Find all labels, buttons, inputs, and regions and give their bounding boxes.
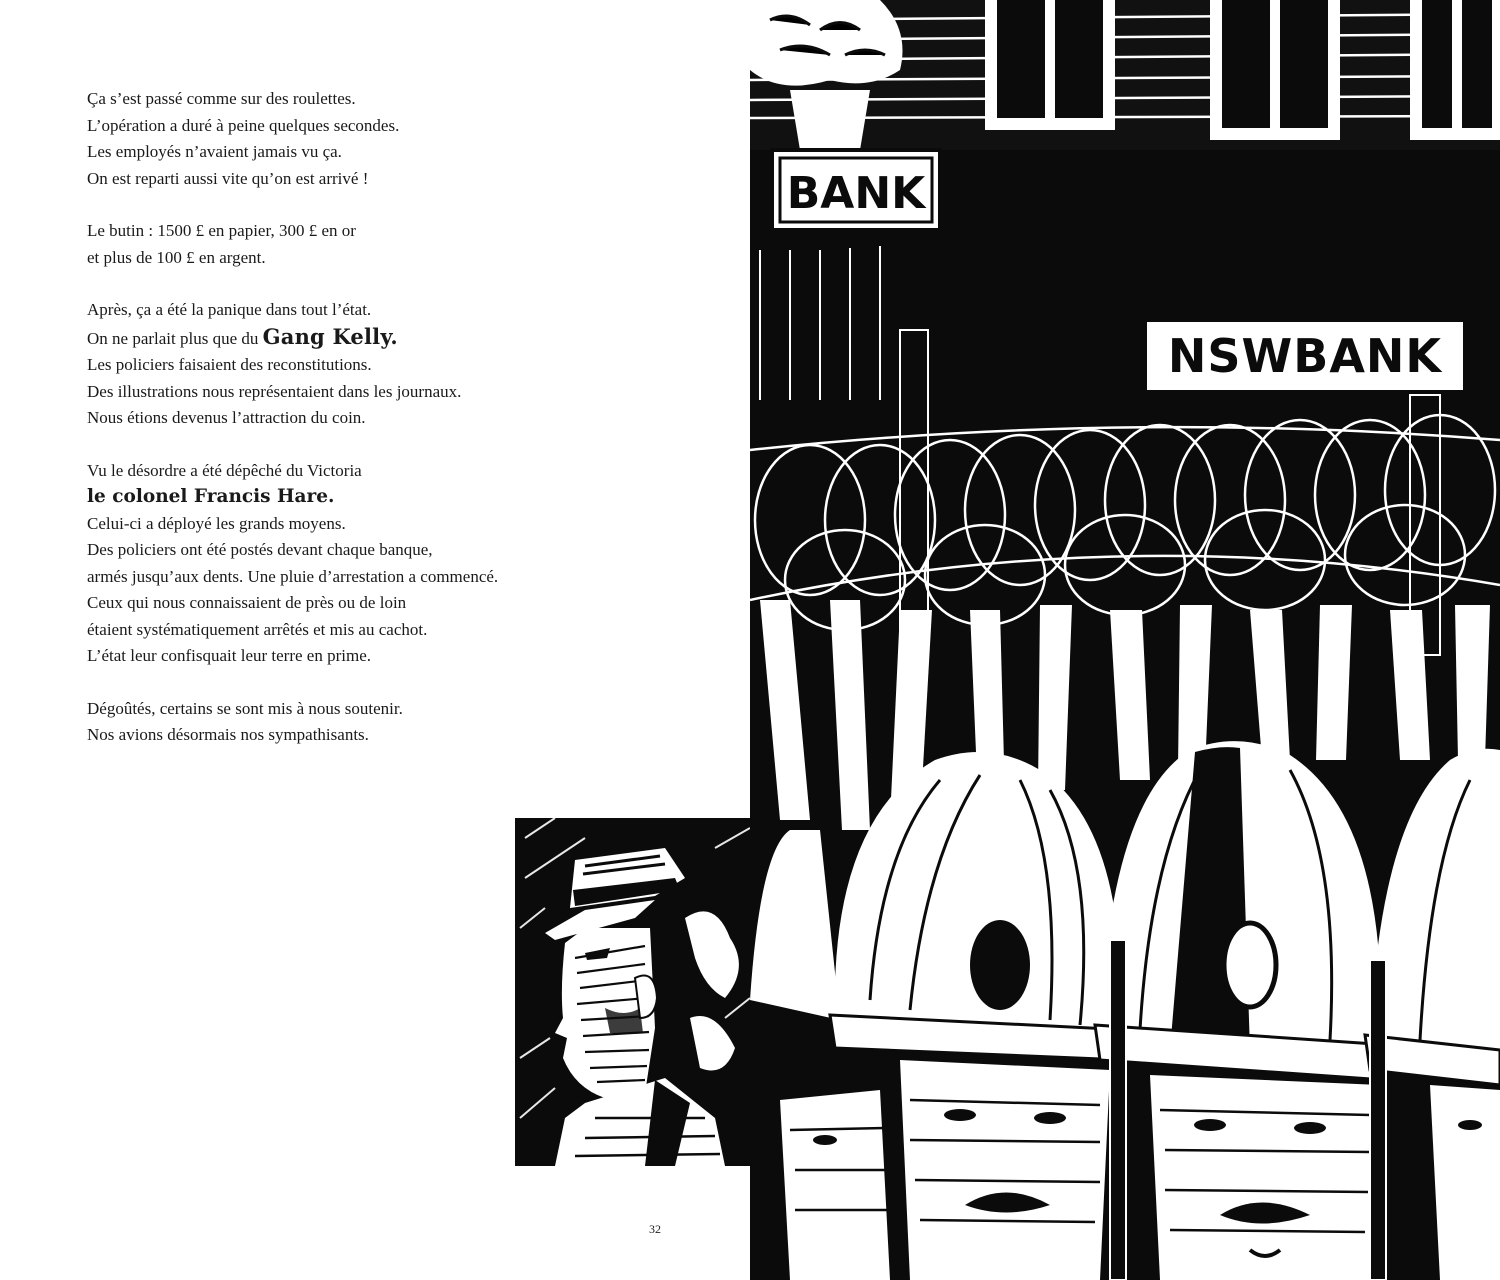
text-line — [87, 590, 607, 617]
text-segment: On ne parlait plus que du — [87, 328, 263, 348]
text-segment: Ça s’est passé comme sur des roulettes. — [87, 89, 356, 108]
text-line — [87, 218, 607, 245]
text-line — [87, 245, 607, 272]
text-segment: On est reparti aussi vite qu’on est arrivé ! — [87, 168, 369, 188]
bank-sign — [772, 150, 940, 230]
text-segment: Nos avions désormais nos sympathisants. — [87, 725, 369, 744]
text-line — [87, 511, 607, 538]
text-line — [87, 139, 607, 166]
text-segment: Après, ça a été la panique dans tout l’état. — [87, 300, 372, 319]
text-line — [87, 537, 607, 564]
text-segment: Les policiers faisaient des reconstitutions. — [87, 355, 372, 374]
text-line — [87, 696, 607, 723]
bold-text-segment: Gang Kelly. — [262, 323, 398, 349]
paragraph — [87, 218, 607, 271]
text-line — [87, 297, 607, 324]
text-block — [87, 86, 607, 775]
nsw-bank-sign — [1145, 320, 1465, 392]
text-segment: L’opération a duré à peine quelques secondes. — [87, 115, 400, 135]
text-line — [87, 458, 607, 485]
text-segment: Celui-ci a déployé les grands moyens. — [87, 513, 346, 533]
bank-police-illustration — [750, 0, 1500, 1280]
paragraph — [87, 696, 607, 749]
colonel-portrait-woodcut — [515, 818, 750, 1166]
text-segment: Les employés n’avaient jamais vu ça. — [87, 142, 342, 161]
text-line — [87, 722, 607, 749]
text-segment: et plus de 100 £ en argent. — [87, 247, 266, 267]
right-page-woodcut — [750, 0, 1500, 1280]
bank-sign-label: BANK — [786, 168, 926, 219]
text-line — [87, 166, 607, 193]
paragraph — [87, 458, 607, 670]
text-line — [87, 617, 607, 644]
colonel-portrait-illustration — [515, 818, 750, 1166]
paragraph — [87, 297, 607, 432]
text-segment: Des illustrations nous représentaient dans les journaux. — [87, 381, 462, 401]
paragraph — [87, 86, 607, 192]
text-line — [87, 484, 607, 511]
bold-text-segment: le colonel Francis Hare. — [87, 486, 335, 507]
text-segment: Vu le désordre a été dépêché du Victoria — [87, 460, 362, 480]
text-segment: L’état leur confisquait leur terre en prime. — [87, 646, 372, 665]
nsw-bank-sign-label: NSWBANK — [1167, 329, 1443, 383]
text-segment: armés jusqu’aux dents. Une pluie d’arrestation a commencé. — [87, 566, 499, 586]
text-line — [87, 352, 607, 379]
text-segment: Le butin : 1500 £ en papier, 300 £ en or — [87, 221, 356, 240]
text-segment: Des policiers ont été postés devant chaque banque, — [87, 540, 433, 559]
text-segment: Dégoûtés, certains se sont mis à nous soutenir. — [87, 698, 403, 718]
text-line — [87, 86, 607, 113]
text-line — [87, 379, 607, 406]
text-line — [87, 405, 607, 432]
text-line — [87, 113, 607, 140]
page-number: 32 — [649, 1222, 661, 1236]
text-line — [87, 564, 607, 591]
text-segment: Ceux qui nous connaissaient de près ou de loin — [87, 593, 407, 612]
text-line — [87, 643, 607, 670]
text-segment: étaient systématiquement arrêtés et mis au cachot. — [87, 619, 428, 639]
text-line — [87, 324, 607, 353]
text-segment: Nous étions devenus l’attraction du coin. — [87, 408, 366, 427]
